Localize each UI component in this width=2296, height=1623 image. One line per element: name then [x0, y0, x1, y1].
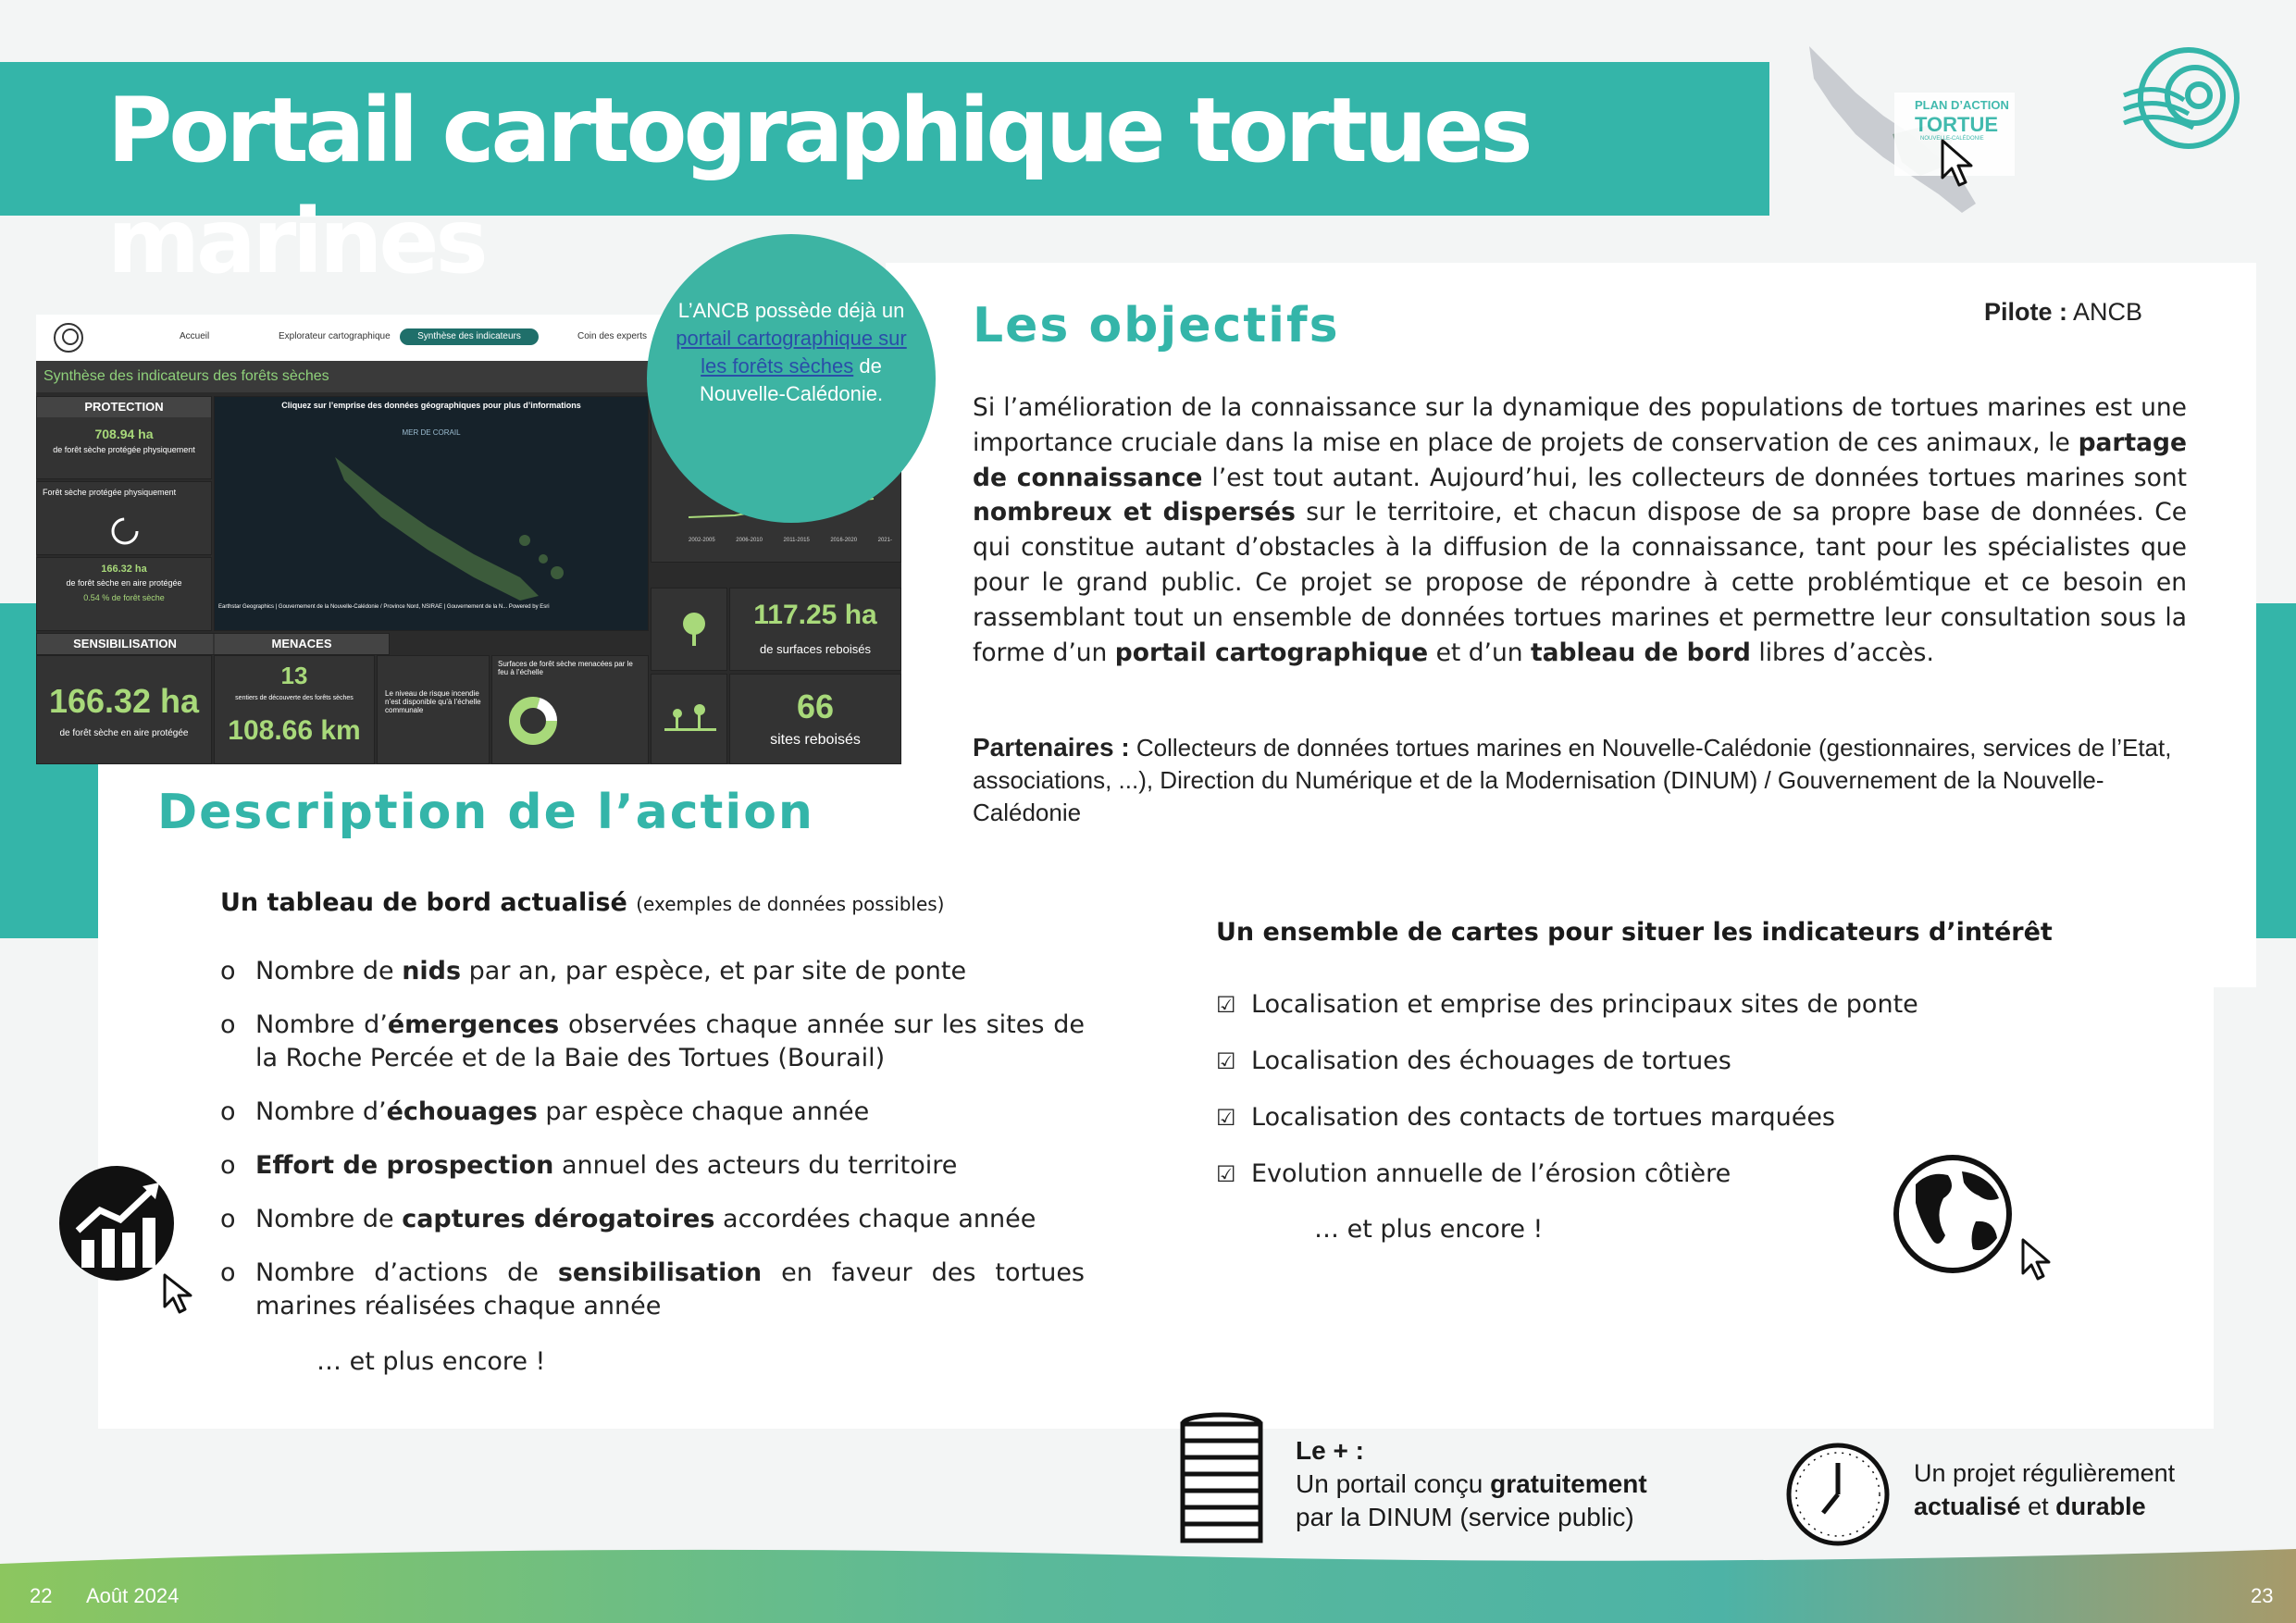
maps-list [1216, 988, 1918, 1214]
project-b1: actualisé [1914, 1493, 2021, 1520]
dashboard-title: Un tableau de bord actualisé [220, 888, 627, 917]
obj-p5: libres d’accès. [1750, 638, 1934, 667]
km-val: 108.66 km [228, 715, 361, 746]
bullet: o [220, 1151, 236, 1180]
wave-logo-icon [2119, 44, 2249, 155]
pilot-label: Pilote : [1984, 298, 2068, 326]
tile-sens-header [36, 633, 390, 655]
list-item [220, 1257, 1085, 1323]
globe-icon [1888, 1147, 2064, 1286]
big1-val: 166.32 ha [48, 682, 200, 720]
map-logo [1791, 28, 2031, 236]
page-number-right: 23 [2251, 1584, 2274, 1607]
dashboard-more: … et plus encore ! [316, 1347, 546, 1376]
logo-line1: PLAN D’ACTION [1915, 98, 2009, 112]
logo-line2: TORTUE [1915, 113, 1999, 136]
n13-sub: sentiers de découverte des forêts sèches [235, 695, 354, 701]
map-item-text: Localisation et emprise des principaux sites de ponte [1251, 990, 1918, 1019]
island-map [326, 439, 585, 614]
tile-threat [491, 655, 649, 764]
sens-label: SENSIBILISATION [37, 634, 213, 654]
list-item [220, 1203, 1085, 1236]
gauge-icon [109, 515, 141, 547]
sites-sub: sites reboisés [770, 732, 861, 748]
project-mid: et [2020, 1493, 2056, 1520]
checkbox-icon: ☑ [1216, 1161, 1236, 1187]
axis-tick: 2002-2005 [689, 538, 715, 543]
axis-tick: 2011-2015 [783, 538, 810, 543]
maps-more: … et plus encore ! [1314, 1215, 1544, 1244]
maps-subheading: Un ensemble de cartes pour situer les indicateurs d’intérêt [1216, 918, 2053, 947]
n13-val: 13 [280, 662, 308, 689]
description-heading: Description de l’action [157, 785, 814, 840]
obj-b1: partage de connaissance [973, 427, 2187, 492]
item-bold: émergences [387, 1010, 560, 1039]
tile-v2-sub: de forêt sèche en aire protégée [66, 578, 182, 588]
map-sea-label: MER DE CORAIL [402, 428, 461, 437]
pilot-line [1984, 298, 2142, 327]
plus-pre: Un portail conçu [1296, 1469, 1491, 1498]
bullet: o [220, 1258, 236, 1287]
list-item [1216, 1045, 1918, 1078]
dashboard-header: Synthèse des indicateurs des forêts sèches [36, 361, 901, 392]
axis-tick: 2016-2020 [830, 538, 858, 543]
page-title: Portail cartographique tortues marines [107, 79, 1530, 293]
obj-b4: tableau de bord [1530, 638, 1751, 667]
item-post: en faveur des tortues marines réalisées chaque année [255, 1258, 1085, 1320]
item-bold: nids [402, 957, 462, 985]
footer-date: Août 2024 [86, 1584, 180, 1607]
cursor-pointer-icon [1939, 139, 1976, 190]
growth-chart-icon [56, 1166, 204, 1314]
forets-seches-portal-link[interactable]: portail cartographique sur les forêts sèches [676, 327, 907, 378]
list-item [1216, 1158, 1918, 1191]
item-post: par an, par espèce, et par site de ponte [461, 957, 967, 985]
donut-chart [505, 693, 561, 749]
axis-tick: 2006-2010 [736, 538, 763, 543]
tile-risk [377, 655, 490, 764]
item-post: par espèce chaque année [537, 1097, 870, 1126]
project-pre: Un projet régulièrement [1914, 1459, 2176, 1487]
men-label: MENACES [215, 634, 389, 654]
checkbox-icon: ☑ [1216, 1105, 1236, 1131]
tile-gauge [36, 481, 212, 555]
item-pre: Nombre de [255, 1205, 403, 1233]
chart-axis [689, 538, 892, 543]
obj-b3: portail cartographique [1114, 638, 1429, 667]
tile-sentiers [214, 655, 375, 764]
obj-b2: nombreux et dispersés [973, 498, 1296, 527]
spiral-logo-icon [53, 322, 84, 353]
item-pre: Nombre d’actions de [255, 1258, 558, 1287]
tile-v2-val: 166.32 ha [101, 564, 147, 575]
item-post: observées chaque année sur les sites de la Roche Percée et de la Baie des Tortues (Bourail) [255, 1010, 1085, 1072]
item-bold: Effort de prospection [255, 1151, 554, 1180]
risk-text: Le niveau de risque incendie n’est disponible qu’à l’échelle communale [385, 689, 481, 714]
dash-nav-experts[interactable]: Coin des experts [577, 331, 648, 341]
project-b2: durable [2055, 1493, 2146, 1520]
tile-big1 [36, 655, 212, 764]
checkbox-icon: ☑ [1216, 992, 1236, 1018]
tile-protection-label: PROTECTION [37, 397, 211, 417]
tile-v1: 708.94 ha [94, 427, 154, 441]
dashboard-note: (exemples de données possibles) [636, 893, 945, 915]
big1-sub: de forêt sèche en aire protégée [59, 728, 189, 738]
obj-p4: et d’un [1428, 638, 1531, 667]
item-bold: captures dérogatoires [402, 1205, 715, 1233]
footer-wave [0, 1536, 2296, 1623]
list-item [220, 1149, 1085, 1183]
tile-sites [729, 674, 901, 764]
obj-p2: l’est tout autant. Aujourd’hui, les collecteurs de données tortues marines sont [1202, 463, 2188, 492]
item-pre: Nombre d’ [255, 1097, 387, 1126]
partners-label: Partenaires : [973, 733, 1130, 762]
dash-nav-synthese[interactable]: Synthèse des indicateurs [400, 328, 539, 345]
dashboard-list [220, 955, 1085, 1344]
list-item [220, 1009, 1085, 1075]
tile-v2-pct: 0.54 % de forêt sèche [83, 593, 165, 602]
bullet: o [220, 1205, 236, 1233]
dashboard-subheading [220, 888, 944, 917]
obj-p1: Si l’amélioration de la connaissance sur la dynamique des populations de tortues marines est une importance cruciale dans la mise en place de projets de conservation de ces animaux, le [973, 393, 2187, 457]
obj-p3: sur le territoire, et chacun dispose de sa propre base de données. Ce qui constitue autant d’obstacles à la diffusion de la connaissance, tant pour les spécialistes que pour le grand public. Ce projet se propose de répondre à cette problémtique et ce besoin en rassemblant tout un ensemble de données tortues marines et permettre leur consultation sous la forme d’un [973, 498, 2187, 667]
dash-nav-accueil[interactable]: Accueil [180, 331, 210, 341]
map-caption: Cliquez sur l’emprise des données géographiques pour plus d’informations [281, 401, 581, 410]
logo-line3: NOUVELLE-CALÉDONIE [1920, 136, 1984, 142]
partners-paragraph [973, 731, 2187, 829]
map-item-text: Localisation des échouages de tortues [1251, 1047, 1731, 1075]
item-bold: échouages [386, 1097, 538, 1126]
bubble-text-before: L’ANCB possède déjà un [677, 299, 905, 322]
tile-protection [36, 396, 212, 479]
title-bar [0, 62, 1769, 293]
bullet: o [220, 1097, 236, 1126]
pilot-value: ANCB [2073, 298, 2143, 326]
item-bold: sensibilisation [557, 1258, 763, 1287]
bubble-text-after: de Nouvelle-Calédonie. [699, 354, 884, 405]
tile-map[interactable] [214, 396, 649, 631]
map-item-text: Evolution annuelle de l’érosion côtière [1251, 1159, 1731, 1188]
list-item [220, 1096, 1085, 1129]
threat-text: Surfaces de forêt sèche menacées par le feu à l’échelle [498, 660, 633, 676]
objectives-heading: Les objectifs [973, 298, 1340, 353]
bubble-text [675, 297, 908, 408]
ancb-bubble [647, 234, 936, 523]
plus-post: par la DINUM (service public) [1296, 1503, 1634, 1531]
seedling-icon [664, 702, 716, 736]
coins-icon [1175, 1411, 1268, 1555]
item-pre: Nombre de [255, 957, 403, 985]
plus-label: Le + : [1296, 1436, 1364, 1465]
clock-icon [1784, 1441, 1892, 1548]
gauge-label: Forêt sèche protégée physiquement [43, 488, 177, 497]
plus-bold: gratuitement [1490, 1469, 1647, 1498]
list-item [1216, 988, 1918, 1022]
map-item-text: Localisation des contacts de tortues marquées [1251, 1103, 1835, 1132]
tile-v1-sub: de forêt sèche protégée physiquement [53, 445, 195, 454]
plus-block [1296, 1434, 1647, 1534]
tree-icon [668, 611, 711, 648]
item-post: annuel des acteurs du territoire [553, 1151, 958, 1180]
page-number-left: 22 [30, 1584, 53, 1607]
axis-tick: 2021- [877, 538, 892, 543]
bullet: o [220, 1010, 236, 1039]
objectives-paragraph [973, 390, 2187, 670]
sites-val: 66 [796, 688, 835, 725]
tile-reb-val: 117.25 ha [753, 600, 877, 630]
item-post: accordées chaque année [714, 1205, 1036, 1233]
checkbox-icon: ☑ [1216, 1048, 1236, 1074]
list-item [220, 955, 1085, 988]
tile-seedling-icon [651, 674, 727, 764]
map-credit: Earthstar Geographics | Gouvernement de la Nouvelle-Calédonie / Province Nord, NSIRAE | Gouvernement de la N... Powered by Esri [218, 604, 550, 610]
tile-reb [729, 588, 901, 671]
tile-reb-sub: de surfaces reboisés [760, 642, 871, 656]
dash-nav-explorer[interactable]: Explorateur cartographique [279, 331, 391, 341]
tile-tree-icon [651, 588, 727, 671]
project-block [1914, 1456, 2175, 1523]
item-pre: Nombre d’ [255, 1010, 388, 1039]
tile-v2 [36, 557, 212, 631]
bullet: o [220, 957, 236, 985]
list-item [1216, 1101, 1918, 1134]
partners-text: Collecteurs de données tortues marines en Nouvelle-Calédonie (gestionnaires, services de l’Etat, associations, ...), Direction du Numérique et de la Modernisation (DINUM) / Gouvernement de la Nouvelle-Calédonie [973, 734, 2172, 826]
